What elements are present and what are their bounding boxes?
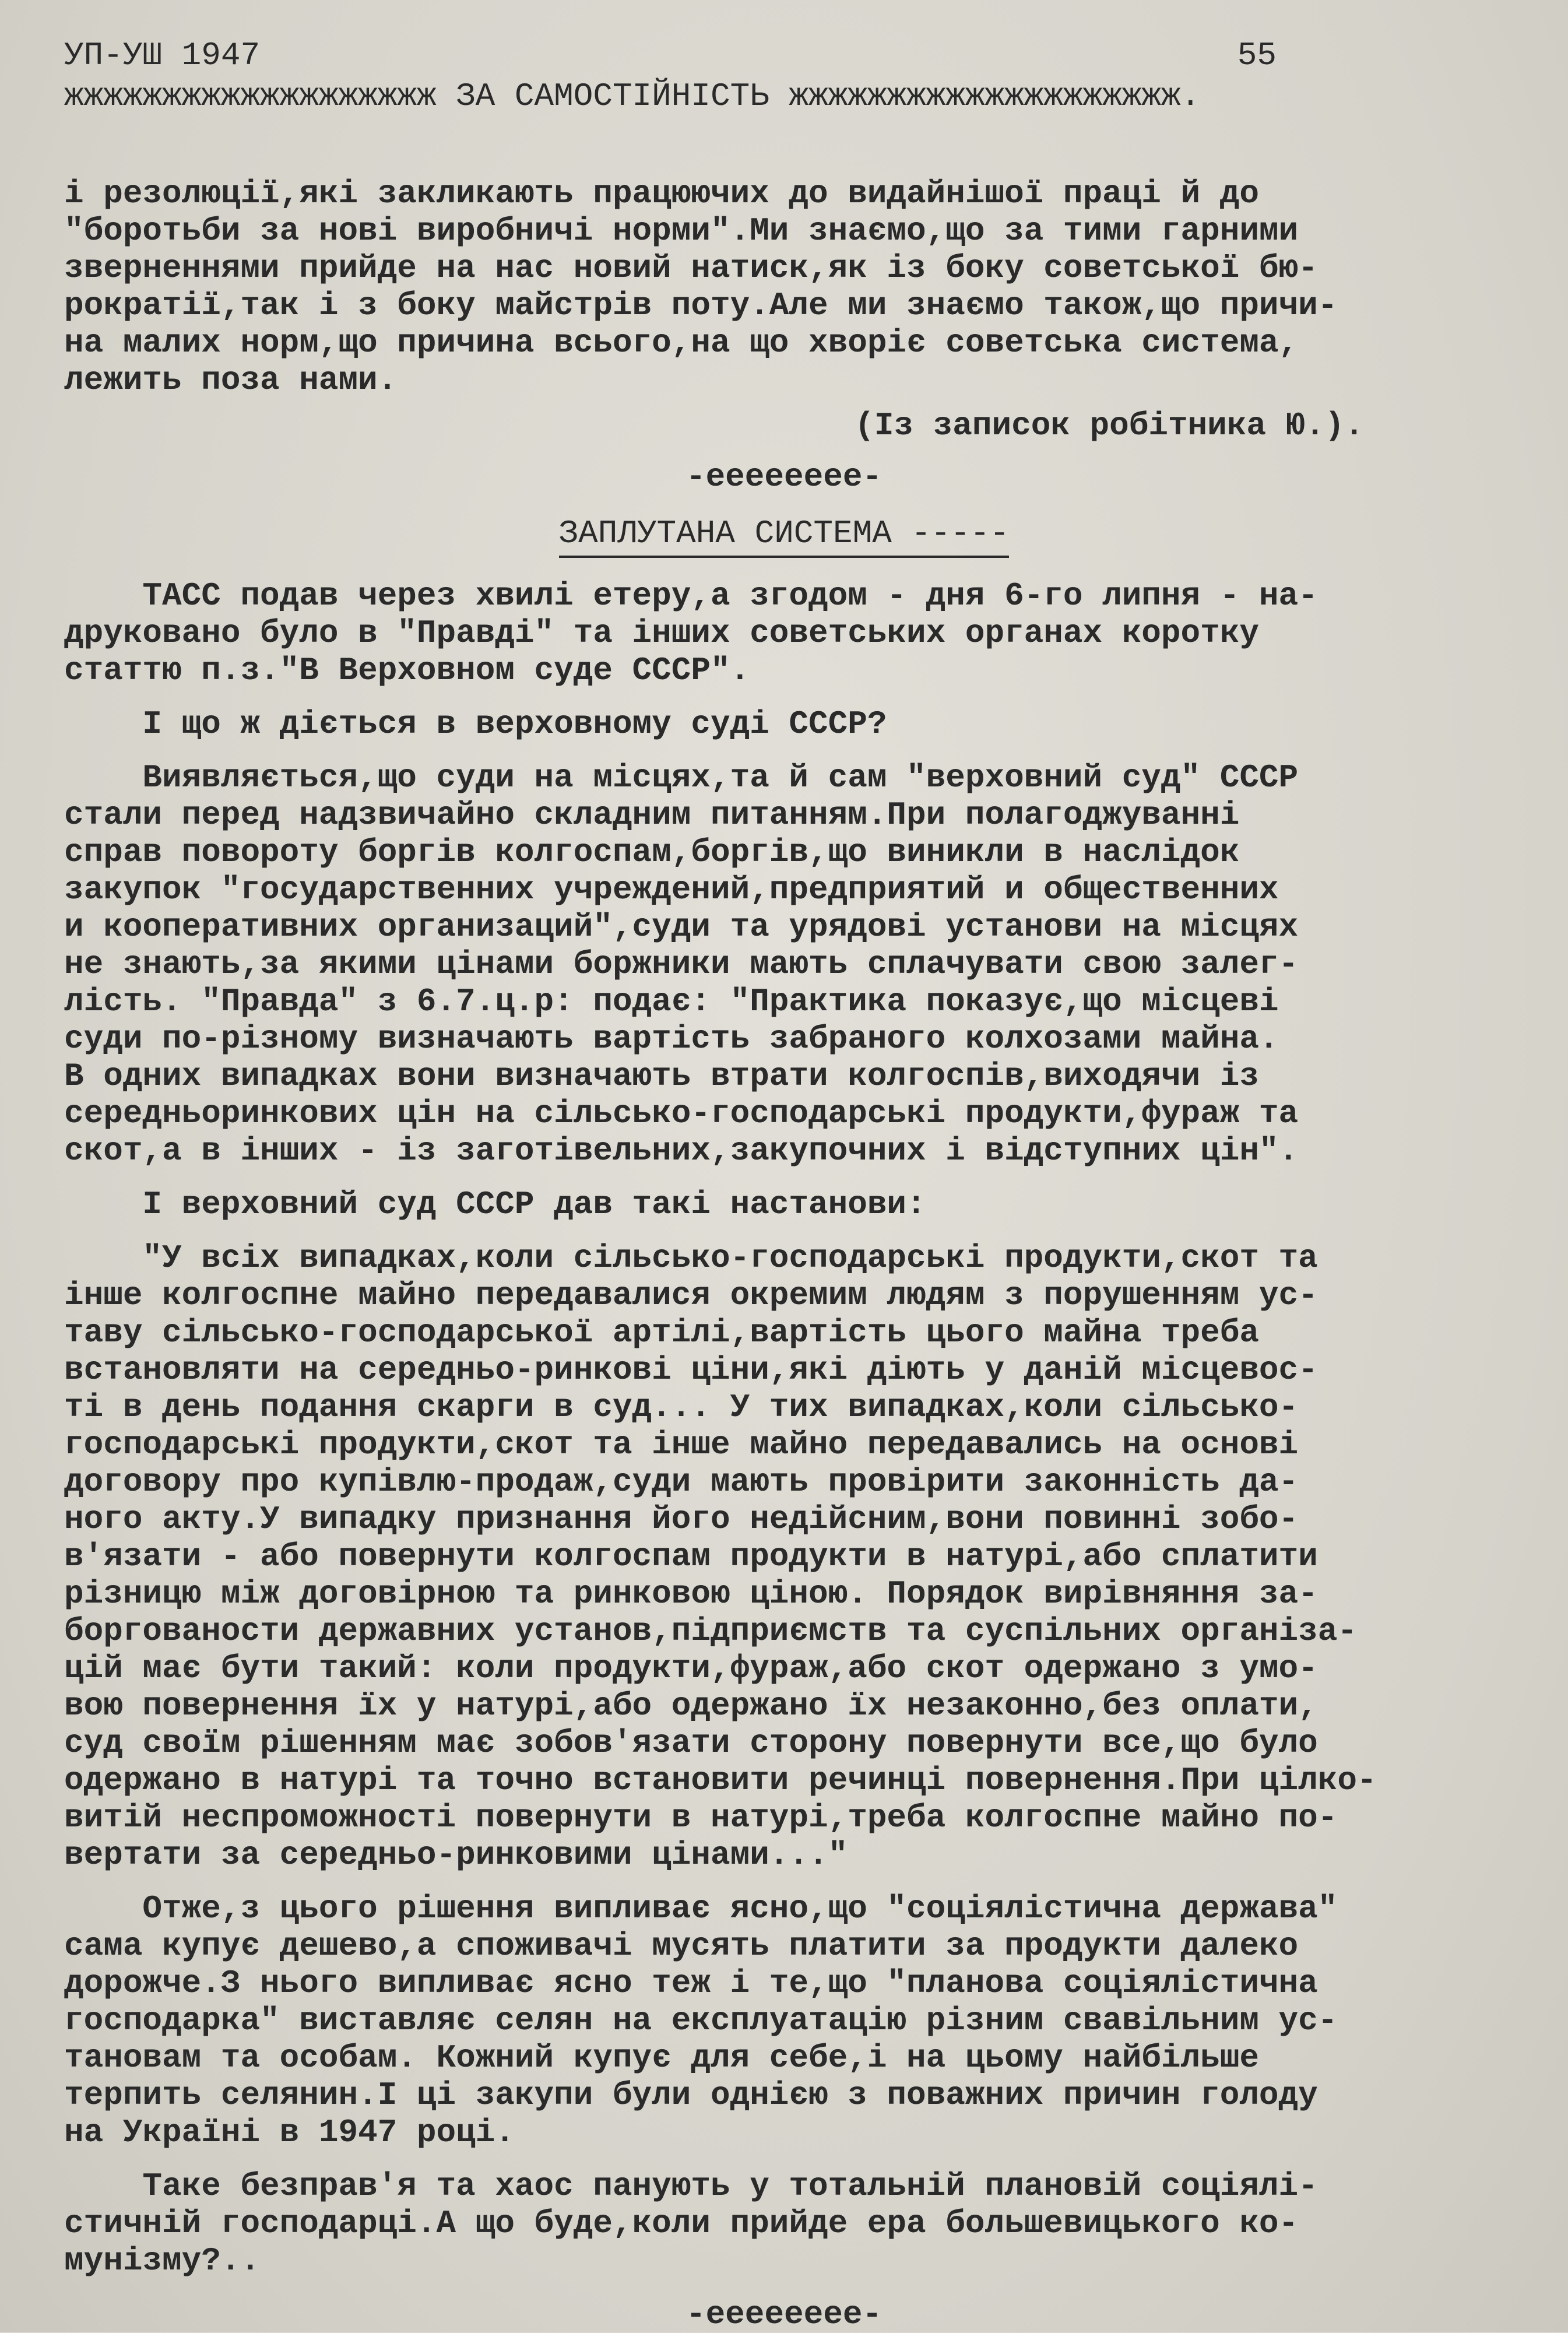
text-line: таву сільсько-господарської артілі,вартість цього майна треба xyxy=(64,1314,1259,1351)
text-line: на малих норм,що причина всього,на що хворіє советська система, xyxy=(64,324,1299,361)
text-line: терпить селянин.І ці закупи були однією з поважних причин голоду xyxy=(64,2076,1318,2114)
text-line: договору про купівлю-продаж,суди мають провірити законність да- xyxy=(64,1463,1299,1501)
text-line: господарка" виставляє селян на експлуатацію різним свавільним ус- xyxy=(64,2002,1338,2039)
text-line: суд своїм рішенням має зобов'язати сторону повернути все,що було xyxy=(64,1724,1318,1762)
text-line: "У всіх випадках,коли сільсько-господарські продукти,скот та xyxy=(64,1239,1318,1277)
text-line: "боротьби за нові виробничі норми".Ми знаємо,що за тими гарними xyxy=(64,212,1299,250)
text-line: тановам та особам. Кожний купує для себе,і на цьому найбільше xyxy=(64,2039,1259,2076)
text-line: одержано в натурі та точно встановити речинці повернення.При цілко- xyxy=(64,1762,1377,1799)
text-line: І верховний суд СССР дав такі настанови: xyxy=(64,1186,926,1223)
signature: (Із записок робітника Ю.). xyxy=(855,407,1364,444)
text-line: витій неспроможності повернути в натурі,треба колгоспне майно по- xyxy=(64,1799,1338,1836)
text-line: ТАСС подав через хвилі етеру,а згодом - дня 6-го липня - на- xyxy=(64,577,1318,614)
text-line: на Україні в 1947 році. xyxy=(64,2114,515,2151)
text-line: Отже,з цього рішення випливає ясно,що "соціялістична держава" xyxy=(64,1890,1338,1927)
text-line: не знають,за якими цінами боржники мають сплачувати свою залег- xyxy=(64,946,1299,983)
text-line: середньоринкових цін на сільсько-господарські продукти,фураж та xyxy=(64,1095,1299,1132)
journal-title-line: жжжжжжжжжжжжжжжжжжж ЗА САМОСТІЙНІСТЬ жжжжжжжжжжжжжжжжжжжж. xyxy=(64,78,1201,115)
text-line: цій має бути такий: коли продукти,фураж,або скот одержано з умо- xyxy=(64,1650,1318,1687)
paragraph xyxy=(64,1186,1504,1223)
text-line: стали перед надзвичайно складним питанням.При полагоджуванні xyxy=(64,796,1240,834)
text-line: лість. "Правда" з 6.7.ц.р: подає: "Практика показує,що місцеві xyxy=(64,983,1279,1020)
paragraph xyxy=(64,759,1504,1169)
paragraph xyxy=(64,577,1504,689)
text-line: мунізму?.. xyxy=(64,2242,261,2279)
text-line: І що ж діється в верховному суді СССР? xyxy=(64,705,887,743)
article-title: ЗАПЛУТАНА СИСТЕМА ----- xyxy=(64,513,1504,554)
text-line: скот,а в інших - із заготівельних,закупочних і відступних цін". xyxy=(64,1132,1299,1169)
text-line: лежить поза нами. xyxy=(64,361,398,399)
paragraph xyxy=(64,1890,1504,2151)
paragraph xyxy=(64,1239,1504,1874)
section-divider: -ееееееее- xyxy=(685,458,883,496)
text-line: статтю п.з."В Верховном суде СССР". xyxy=(64,652,750,689)
text-line: зверненнями прийде на нас новий натиск,як із боку советської бю- xyxy=(64,250,1318,287)
paragraph xyxy=(64,2167,1504,2279)
page-header xyxy=(64,35,1504,76)
text-line: суди по-різному визначають вартість забраного колхозами майна. xyxy=(64,1020,1279,1057)
page-number: 55 xyxy=(1237,37,1277,74)
issue-date: УП-УШ 1947 xyxy=(64,37,261,74)
text-line: дорожче.З нього випливає ясно теж і те,що "планова соціялістична xyxy=(64,1965,1318,2002)
text-line: інше колгоспне майно передавалися окремим людям з порушенням ус- xyxy=(64,1277,1318,1314)
text-line: господарські продукти,скот та інше майно передавались на основі xyxy=(64,1426,1299,1463)
text-line: стичній господарці.А що буде,коли прийде ера большевицького ко- xyxy=(64,2205,1299,2242)
text-line: і резолюції,які закликають працюючих до видайнішої праці й до xyxy=(64,175,1259,212)
text-line: ного акту.У випадку признання його недійсним,вони повинні зобо- xyxy=(64,1501,1299,1538)
text-line: В одних випадках вони визначають втрати колгоспів,виходячи із xyxy=(64,1057,1259,1095)
text-line: вою повернення їх у натурі,або одержано їх незаконно,без оплати, xyxy=(64,1687,1318,1724)
text-line: Таке безправ'я та хаос панують у тотальній плановій соціялі- xyxy=(64,2167,1318,2205)
article-body xyxy=(64,577,1504,2279)
text-line: справ повороту боргів колгоспам,боргів,що виникли в наслідок xyxy=(64,834,1240,871)
text-line: вертати за середньо-ринковими цінами..." xyxy=(64,1836,848,1874)
text-line: закупок "государственних учреждений,предприятий и общественних xyxy=(64,871,1279,908)
text-line: друковано було в "Правді" та інших советських органах коротку xyxy=(64,614,1259,652)
text-line: ті в день подання скарги в суд... У тих випадках,коли сільсько- xyxy=(64,1389,1299,1426)
text-line: в'язати - або повернути колгоспам продукти в натурі,або сплатити xyxy=(64,1538,1318,1575)
text-line: сама купує дешево,а споживачі мусять платити за продукти далеко xyxy=(64,1927,1299,1965)
text-line: и кооперативних организаций",суди та урядові установи на місцях xyxy=(64,908,1299,946)
text-line: різницю між договірною та ринковою ціною. Порядок вирівняння за- xyxy=(64,1575,1318,1612)
text-line: Виявляється,що суди на місцях,та й сам "верховний суд" СССР xyxy=(64,759,1299,796)
previous-article-ending xyxy=(64,175,1504,399)
paragraph xyxy=(64,705,1504,743)
end-divider: -ееееееее- xyxy=(685,2296,883,2333)
text-line: встановляти на середньо-ринкові ціни,які діють у даній місцевос- xyxy=(64,1351,1318,1389)
text-line: боргованости державних установ,підприємств та суспільних організа- xyxy=(64,1612,1357,1650)
text-line: рократії,так і з боку майстрів поту.Але ми знаємо також,що причи- xyxy=(64,287,1338,324)
